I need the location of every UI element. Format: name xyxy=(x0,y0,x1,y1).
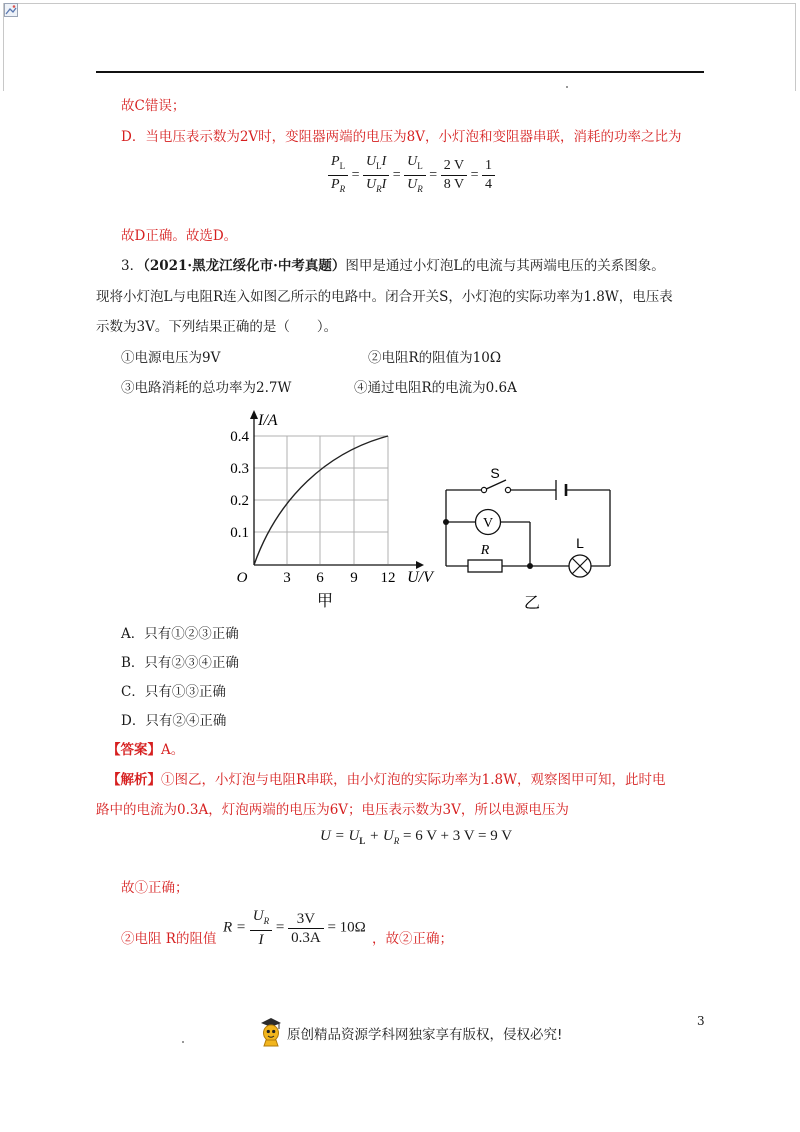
lamp-icon xyxy=(569,555,591,577)
resistor-label: R xyxy=(480,543,490,558)
x-tick-6: 6 xyxy=(316,570,324,586)
figure-jia-caption: 甲 xyxy=(316,591,334,610)
figure-jia-iu-graph xyxy=(218,407,440,613)
statement-4: ④通过电阻R的电流为0.6A xyxy=(354,380,517,396)
y-axis-label: I/A xyxy=(258,412,278,429)
y-tick-0.2: 0.2 xyxy=(230,493,249,509)
page-header-frame xyxy=(3,3,796,91)
line-c-wrong: 故C错误； xyxy=(121,98,186,114)
statement-3: ③电路消耗的总功率为2.7W xyxy=(121,380,292,396)
line-d: D．当电压表示数为2V时，变阻器两端的电压为8V，小灯泡和变阻器串联，消耗的功率之比为 xyxy=(121,129,682,145)
broken-image-icon xyxy=(4,3,18,17)
switch-contact xyxy=(481,487,486,492)
question-3-line-3: 示数为3V。下列结果正确的是（ ）。 xyxy=(96,319,338,335)
question-number: 3． xyxy=(121,258,144,274)
analysis-line-2: 路中的电流为0.3A，灯泡两端的电压为6V；电压表示数为3V，所以电源电压为 xyxy=(96,802,569,818)
x-axis-label: U/V xyxy=(407,569,433,586)
y-tick-0.1: 0.1 xyxy=(230,525,249,541)
line-d-correct: 故D正确。故选D。 xyxy=(121,228,238,244)
question-text-1: 图甲是通过小灯泡L的电流与其两端电压的关系图象。 xyxy=(345,258,665,274)
y-tick-0.4: 0.4 xyxy=(230,429,249,445)
statement-2: ②电阻R的阻值为10Ω xyxy=(368,350,502,366)
analysis-label: 【解析】 xyxy=(107,772,161,788)
resistance-prefix: ②电阻 R的阻值 xyxy=(121,931,217,947)
junction-dot xyxy=(443,519,449,525)
analysis-text-1: ①图乙，小灯泡与电阻R串联，由小灯泡的实际功率为1.8W，观察图甲可知，此时电 xyxy=(161,772,666,788)
option-a: A．只有①②③正确 xyxy=(121,626,239,642)
question-3-line-1 xyxy=(121,257,665,275)
answer-line xyxy=(107,741,184,759)
y-axis-arrow xyxy=(250,410,258,419)
origin-label: O xyxy=(236,570,248,586)
header-dot xyxy=(566,86,568,88)
correct-1-line: 故①正确； xyxy=(121,880,189,896)
fraction-ur-i: $\frac{U_R}{I}$ xyxy=(250,907,272,949)
fraction-ul-ur: $\frac{U_L}{U_R}$ xyxy=(404,153,426,198)
power-ratio-formula: $\frac{P_L}{P_R}$ = $\frac{U_LI}{U_RI}$ = $\frac{U_L}{U_R}$ = $\frac{2 V}{8 V}$ = $\frac{1}{4}$ xyxy=(328,153,495,198)
option-b: B．只有②③④正确 xyxy=(121,655,239,671)
x-tick-9: 9 xyxy=(350,570,358,586)
resistance-suffix: ，故②正确； xyxy=(372,931,453,947)
question-source: （2021·黑龙江绥化市·中考真题） xyxy=(143,258,346,274)
fraction-voltages: $\frac{2 V}{8 V}$ xyxy=(441,157,467,194)
header-rule xyxy=(96,71,704,73)
switch-lever xyxy=(484,480,506,490)
answer-value: A。 xyxy=(161,742,185,758)
statement-1: ①电源电压为9V xyxy=(121,350,221,366)
battery-icon xyxy=(556,480,566,500)
supply-voltage-formula: $U = U_L + U_R = 6$ V + 3 V = 9 V xyxy=(320,828,513,846)
y-tick-0.3: 0.3 xyxy=(230,461,249,477)
x-tick-3: 3 xyxy=(283,570,291,586)
fraction-3v-03a: $\frac{3V}{0.3A}$ xyxy=(288,910,324,947)
fraction-ui: $\frac{U_LI}{U_RI}$ xyxy=(363,153,389,198)
analysis-line-1 xyxy=(107,771,666,789)
resistance-formula: R = $\frac{U_R}{I}$ = $\frac{3V}{0.3A}$ = 10Ω xyxy=(223,908,366,948)
junction-dot xyxy=(527,563,533,569)
footer-copyright: 原创精品资源学科网独家享有版权，侵权必究! xyxy=(287,1027,563,1043)
question-3-line-2: 现将小灯泡L与电阻R连入如图乙所示的电路中。闭合开关S，小灯泡的实际功率为1.8W，电压表 xyxy=(96,289,673,305)
footer-dot xyxy=(182,1041,184,1043)
answer-label: 【答案】 xyxy=(107,742,161,758)
x-axis-arrow xyxy=(416,561,424,569)
figure-yi-caption: 乙 xyxy=(523,593,541,612)
graph-grid xyxy=(254,436,388,564)
voltmeter-label: V xyxy=(482,516,494,531)
resistor-icon xyxy=(468,560,502,572)
page-number: 3 xyxy=(697,1014,705,1028)
figure-yi-circuit xyxy=(438,460,618,616)
option-d: D．只有②④正确 xyxy=(121,713,227,729)
option-c: C．只有①③正确 xyxy=(121,684,226,700)
fraction-pl-pr: $\frac{P_L}{P_R}$ xyxy=(328,153,348,198)
switch-contact xyxy=(505,487,510,492)
x-tick-12: 12 xyxy=(380,570,396,586)
switch-label: S xyxy=(490,465,500,481)
fraction-one-fourth: $\frac{1}{4}$ xyxy=(482,157,495,194)
mascot-icon xyxy=(258,1014,284,1048)
lamp-label: L xyxy=(576,535,584,551)
